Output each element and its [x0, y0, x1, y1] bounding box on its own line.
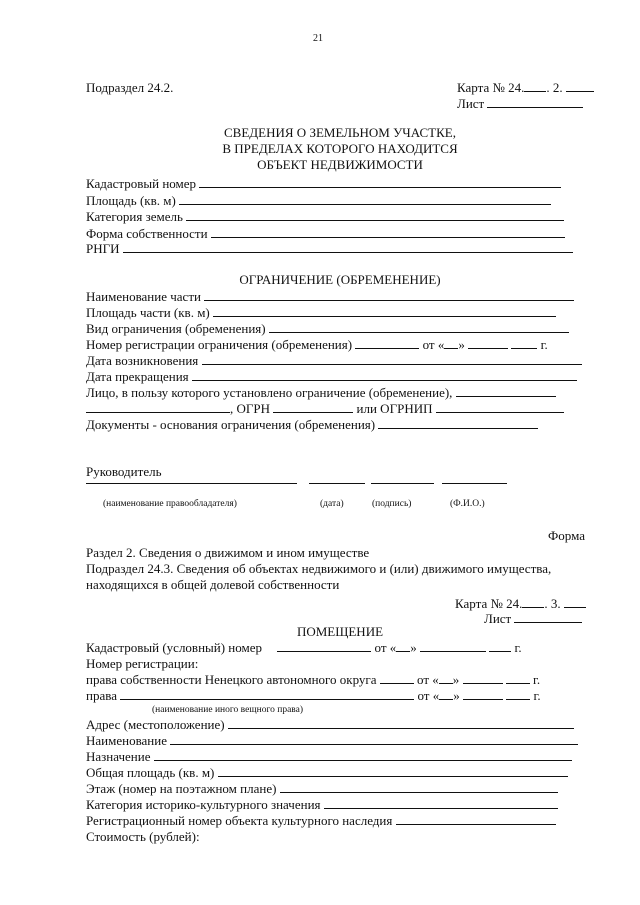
card-blank[interactable] [564, 596, 586, 608]
field-cost [86, 829, 200, 845]
signature-sign-line[interactable] [371, 483, 434, 484]
right-blank[interactable] [120, 688, 414, 700]
form-label: Форма [548, 528, 585, 543]
field-label: права собственности Ненецкого автономного округа [86, 672, 377, 687]
year-label: г. [533, 688, 541, 703]
date-from-label: от « [422, 337, 445, 352]
field-purpose [86, 749, 572, 765]
field-label: Кадастровый (условный) номер [86, 640, 263, 655]
year-blank[interactable] [511, 337, 537, 349]
sheet-number-2 [484, 611, 582, 627]
subsection-line-1: Подраздел 24.3. Сведения об объектах недвижимого и (или) движимого имущества, [86, 561, 552, 576]
section-heading: Раздел 2. Сведения о движимом и ином имуществе [86, 545, 370, 560]
field-label: Площадь части (кв. м) [86, 305, 210, 320]
day-blank[interactable] [439, 672, 453, 684]
premises-title: ПОМЕЩЕНИЕ [296, 624, 384, 639]
field-label: права [86, 688, 117, 703]
date-from-label: от « [417, 688, 440, 703]
field-date-end [86, 369, 577, 385]
field-blank[interactable] [456, 385, 556, 397]
ogrnip-blank[interactable] [436, 401, 564, 413]
field-date-start [86, 353, 582, 369]
field-blank[interactable] [378, 417, 538, 429]
date-from-label: от « [374, 640, 397, 655]
field-heritage-category [86, 797, 558, 813]
day-blank[interactable] [444, 337, 458, 349]
field-label: Форма собственности [86, 226, 208, 241]
field-heritage-reg [86, 813, 556, 829]
quote-close: » [452, 672, 460, 687]
field-blank[interactable] [280, 781, 558, 793]
field-label: Категория историко-культурного значения [86, 797, 321, 812]
month-blank[interactable] [463, 688, 503, 700]
card-blank[interactable] [524, 80, 546, 92]
land-title-line-3: ОБЪЕКТ НЕДВИЖИМОСТИ [257, 157, 423, 172]
field-label: Адрес (местоположение) [86, 717, 225, 732]
field-total-area [86, 765, 568, 781]
field-label: Стоимость (рублей): [86, 829, 200, 844]
field-beneficiary [86, 385, 556, 401]
field-label: Регистрационный номер объекта культурного наследия [86, 813, 393, 828]
field-label: Общая площадь (кв. м) [86, 765, 215, 780]
field-part-area [86, 305, 556, 321]
card-number-2 [455, 596, 586, 612]
sheet-number [457, 96, 583, 112]
card-number [457, 80, 594, 96]
signature-owner-line[interactable] [86, 483, 297, 484]
field-documents [86, 417, 538, 433]
field-cadastral [86, 176, 561, 192]
signature-fio-line[interactable] [442, 483, 507, 484]
reg-number-blank[interactable] [355, 337, 419, 349]
card-mid: . 2. [546, 80, 563, 95]
field-label: Этаж (номер на поэтажном плане) [86, 781, 277, 796]
field-blank[interactable] [396, 813, 556, 825]
page-number: 21 [313, 33, 323, 44]
field-blank[interactable] [324, 797, 558, 809]
field-label: Дата прекращения [86, 369, 189, 384]
field-blank[interactable] [192, 369, 577, 381]
registration-heading: Номер регистрации: [86, 656, 199, 671]
field-blank[interactable] [199, 176, 561, 188]
field-label: Назначение [86, 749, 151, 764]
land-title-line-1: СВЕДЕНИЯ О ЗЕМЕЛЬНОМ УЧАСТКЕ, [224, 125, 456, 140]
caption-sign: (подпись) [372, 499, 412, 509]
field-blank[interactable] [269, 321, 569, 333]
field-label: РНГИ [86, 241, 120, 256]
field-blank[interactable] [186, 209, 564, 221]
card-blank[interactable] [566, 80, 594, 92]
month-blank[interactable] [468, 337, 508, 349]
date-from-label: от « [417, 672, 439, 687]
field-restriction-reg [86, 337, 548, 353]
field-floor [86, 781, 558, 797]
restriction-title: ОГРАНИЧЕНИЕ (ОБРЕМЕНЕНИЕ) [239, 272, 441, 287]
year-label: г. [540, 337, 548, 352]
field-blank[interactable] [211, 226, 565, 238]
field-area [86, 193, 551, 209]
month-blank[interactable] [463, 672, 503, 684]
field-label: Наименование части [86, 289, 201, 304]
field-other-right [86, 688, 541, 704]
field-label: Наименование [86, 733, 167, 748]
subsection-label: Подраздел 24.2. [86, 80, 174, 95]
field-label: Документы - основания ограничения (обременения) [86, 417, 376, 432]
signature-date-line[interactable] [309, 483, 365, 484]
year-label: г. [514, 640, 522, 655]
caption-fio: (Ф.И.О.) [450, 499, 485, 509]
quote-close: » [458, 337, 465, 352]
field-address [86, 717, 574, 733]
field-blank[interactable] [179, 193, 551, 205]
quote-close: » [410, 640, 417, 655]
year-blank[interactable] [506, 688, 530, 700]
field-label: Лицо, в пользу которого установлено ограничение (обременение), [86, 385, 453, 400]
field-ogrn [86, 401, 564, 417]
field-label: Кадастровый номер [86, 176, 197, 191]
sheet-label: Лист [457, 96, 485, 111]
caption-owner: (наименование правообладателя) [103, 499, 237, 509]
right-caption: (наименование иного вещного права) [152, 705, 304, 715]
card-label: Карта № 24. [457, 80, 525, 95]
ownership-blank[interactable] [380, 672, 414, 684]
field-blank[interactable] [170, 733, 578, 745]
field-part-name [86, 289, 574, 305]
field-restriction-type [86, 321, 569, 337]
field-blank[interactable] [213, 305, 556, 317]
card-mid: . 3. [544, 596, 561, 611]
field-ownership-form [86, 226, 565, 242]
sheet-label: Лист [484, 611, 512, 626]
quote-close: » [453, 688, 460, 703]
card-label: Карта № 24. [455, 596, 523, 611]
field-rngi [86, 241, 573, 257]
year-label: г. [533, 672, 541, 687]
ogrn-label: , ОГРН [230, 401, 271, 416]
field-land-category [86, 209, 564, 225]
head-label: Руководитель [86, 464, 162, 479]
field-label: Дата возникновения [86, 353, 199, 368]
day-blank[interactable] [439, 688, 453, 700]
field-nao-ownership [86, 672, 540, 688]
land-title-line-2: В ПРЕДЕЛАХ КОТОРОГО НАХОДИТСЯ [222, 141, 458, 156]
year-blank[interactable] [506, 672, 530, 684]
ogrnip-label: или ОГРНИП [356, 401, 433, 416]
field-name [86, 733, 578, 749]
field-blank[interactable] [204, 289, 574, 301]
field-label: Номер регистрации ограничения (обременения) [86, 337, 353, 352]
subsection-line-2: находящихся в общей долевой собственности [86, 577, 340, 592]
field-label: Вид ограничения (обременения) [86, 321, 266, 336]
field-blank[interactable] [202, 353, 582, 365]
field-label: Площадь (кв. м) [86, 193, 176, 208]
month-blank[interactable] [420, 640, 486, 652]
sheet-blank[interactable] [487, 96, 583, 108]
sheet-blank[interactable] [514, 611, 582, 623]
year-blank[interactable] [489, 640, 511, 652]
field-label: Категория земель [86, 209, 183, 224]
field-cadastral-conditional [86, 640, 522, 656]
card-blank[interactable] [522, 596, 544, 608]
field-blank[interactable] [228, 717, 574, 729]
ogrn-blank[interactable] [273, 401, 353, 413]
field-blank[interactable] [218, 765, 568, 777]
field-blank[interactable] [154, 749, 572, 761]
field-blank[interactable] [123, 241, 573, 253]
cadastral-blank[interactable] [277, 640, 371, 652]
day-blank[interactable] [396, 640, 410, 652]
beneficiary-blank[interactable] [86, 401, 230, 413]
caption-date: (дата) [320, 499, 344, 509]
